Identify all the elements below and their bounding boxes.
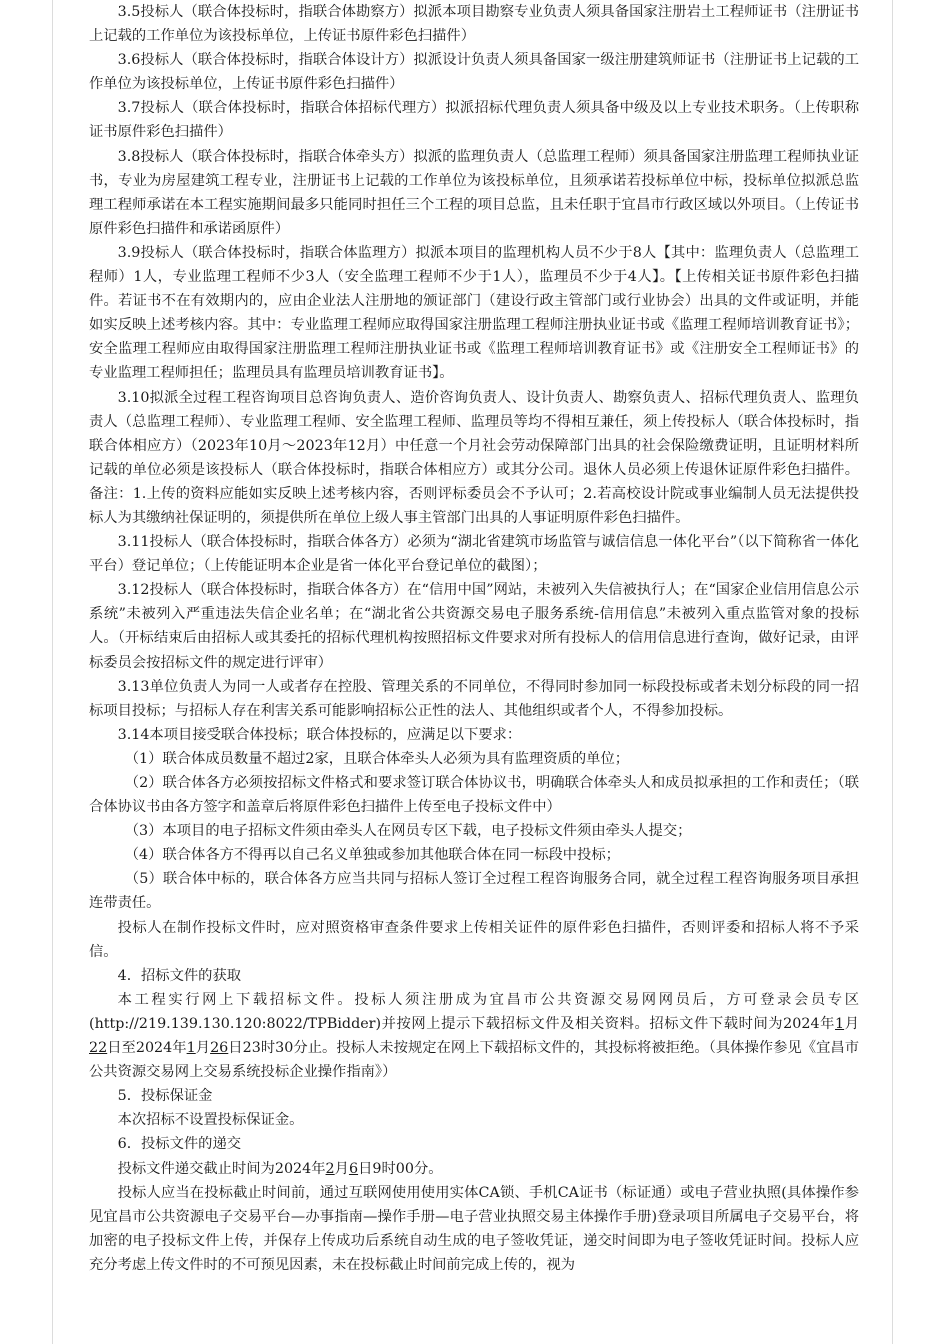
section-5-heading: 5．投标保证金 [117, 1088, 213, 1105]
page-right-border [892, 0, 893, 1344]
section-4-body [89, 988, 859, 1084]
clause-3-9: 3.9投标人（联合体投标时，指联合体监理方）拟派本项目的监理机构人员不少于8人【其中：监理负责人（总监理工程师）1人，专业监理工程师不少3人（安全监理工程师不少于1人），监理员不少于4人】。【上传相关证书原件彩色扫描件。若证书不在有效期内的，应由企业法人注册地的颁证部门（建设行政主管部门或行业协会）出具的文件或证明，并能如实反映上述考核内容。其中：专业监理工程师应取得国家注册监理工程师注册执业证书或《监理工程师培训教育证书》；安全监理工程师应由取得国家注册监理工程师注册执业证书或《监理工程师培训教育证书》或《注册安全工程师证书》的专业监理工程师担任；监理员具有监理员培训教育证书】。 [89, 244, 859, 382]
download-end-month: 1 [186, 1040, 196, 1057]
section-4-text-e: 日23时30分止。投标人未按规定在网上下载招标文件的，其投标将被拒绝。（具体操作参见《宜昌市公共资源交易网上交易系统投标企业操作指南》） [89, 1040, 860, 1081]
page-left-border [52, 0, 53, 1344]
section-6-text-b: 月 [334, 1160, 349, 1177]
clause-3-8: 3.8投标人（联合体投标时，指联合体牵头方）拟派的监理负责人（总监理工程师）须具备国家注册监理工程师执业证书，专业为房屋建筑工程专业，注册证书上记载的工作单位为该投标单位，且须承诺若投标单位中标，投标单位拟派总监理工程师承诺在本工程实施期间最多只能同时担任三个工程的项目总监，且未任职于宜昌市行政区域以外项目。（上传证书原件彩色扫描件和承诺函原件） [89, 148, 859, 237]
clause-3-14: 3.14本项目接受联合体投标；联合体投标的，应满足以下要求： [117, 726, 522, 743]
section-4-text-d: 月 [195, 1040, 211, 1057]
consortium-item-1: （1）联合体成员数量不超过2家，且联合体牵头人必须为具有监理资质的单位； [124, 750, 630, 767]
section-6-text-c: 日9时00分。 [358, 1160, 443, 1177]
document-body [89, 0, 859, 1277]
deadline-day: 6 [348, 1160, 359, 1177]
download-start-day: 22 [89, 1040, 108, 1057]
section-4-text-c: 日至2024年 [107, 1040, 187, 1057]
download-start-month: 1 [835, 1015, 845, 1032]
clause-3-11: 3.11投标人（联合体投标时，指联合体各方）必须为“湖北省建筑市场监管与诚信信息一体化平台”（以下简称省一体化平台）登记单位；（上传能证明本企业是省一体化平台登记单位的截图）； [89, 534, 859, 575]
qualification-note: 投标人在制作投标文件时，应对照资格审查条件要求上传相关证件的原件彩色扫描件，否则评委和招标人将不予采信。 [89, 919, 859, 960]
download-end-day: 26 [210, 1040, 229, 1057]
clause-3-12: 3.12投标人（联合体投标时，指联合体各方）在“信用中国”网站，未被列入失信被执行人；在“国家企业信用信息公示系统”未被列入严重违法失信企业名单；在“湖北省公共资源交易电子服务系统-信用信息”未被列入重点监管对象的投标人。（开标结束后由招标人或其委托的招标代理机构按照招标文件要求对所有投标人的信用信息进行查询，做好记录，由评标委员会按招标文件的规定进行评审） [89, 582, 859, 671]
section-6-heading: 6．投标文件的递交 [117, 1136, 242, 1153]
consortium-item-5: （5）联合体中标的，联合体各方应当共同与招标人签订全过程工程咨询服务合同，就全过程工程咨询服务项目承担连带责任。 [89, 871, 859, 912]
section-4-text-b: 月 [844, 1015, 859, 1032]
clause-3-7: 3.7投标人（联合体投标时，指联合体招标代理方）拟派招标代理负责人须具备中级及以上专业技术职务。（上传职称证书原件彩色扫描件） [89, 100, 859, 141]
consortium-item-2: （2）联合体各方必须按招标文件格式和要求签订联合体协议书，明确联合体牵头人和成员拟承担的工作和责任；（联合体协议书由各方签字和盖章后将原件彩色扫描件上传至电子投标文件中） [89, 775, 859, 816]
clause-3-6: 3.6投标人（联合体投标时，指联合体设计方）拟派设计负责人须具备国家一级注册建筑师证书（注册证书上记载的工作单位为该投标单位，上传证书原件彩色扫描件） [89, 52, 859, 93]
clause-3-10: 3.10拟派全过程工程咨询项目总咨询负责人、造价咨询负责人、设计负责人、勘察负责人、招标代理负责人、监理负责人（总监理工程师）、专业监理工程师、安全监理工程师、监理员等均不得相互兼任，须上传投标人（联合体投标时，指联合体相应方）（2023年10月～2023年12月）中任意一个月社会劳动保障部门出具的社会保险缴费证明，且证明材料所记载的单位必须是该投标人（联合体投标时，指联合体相应方）或其分公司。退休人员必须上传退休证原件彩色扫描件。备注：1.上传的资料应能如实反映上述考核内容，否则评标委员会不予认可；2.若高校设计院或事业编制人员无法提供投标人为其缴纳社保证明的，须提供所在单位上级人事主管部门出具的人事证明原件彩色扫描件。 [89, 389, 859, 526]
consortium-item-3: （3）本项目的电子招标文件须由牵头人在网员专区下载，电子投标文件须由牵头人提交； [124, 823, 692, 840]
deadline-month: 2 [325, 1160, 335, 1177]
section-6-deadline [89, 1157, 859, 1181]
consortium-item-4: （4）联合体各方不得再以自己名义单独或参加其他联合体在同一标段中投标； [124, 847, 620, 864]
section-6-body: 投标人应当在投标截止时间前，通过互联网使用使用实体CA锁、手机CA证书（标证通）或电子营业执照(具体操作参见宜昌市公共资源电子交易平台—办事指南—操作手册—电子营业执照交易主体操作手册)登录项目所属电子交易平台，将加密的电子投标文件上传，并保存上传成功后系统自动生成的电子签收凭证，递交时间即为电子签收凭证时间。投标人应充分考虑上传文件时的不可预见因素，未在投标截止时间前完成上传的，视为 [89, 1184, 859, 1273]
section-4-text-a: 本工程实行网上下载招标文件。投标人须注册成为宜昌市公共资源交易网网员后，方可登录会员专区(http://219.139.130.120:8022/TPBidder)并按网上提示下载招标文件及相关资料。招标文件下载时间为2024年 [89, 991, 859, 1032]
section-6-text-a: 投标文件递交截止时间为2024年 [117, 1160, 326, 1177]
section-5-body: 本次招标不设置投标保证金。 [117, 1112, 304, 1129]
clause-3-13: 3.13单位负责人为同一人或者存在控股、管理关系的不同单位，不得同时参加同一标段投标或者未划分标段的同一招标项目投标；与招标人存在利害关系可能影响招标公正性的法人、其他组织或者个人，不得参加投标。 [89, 678, 859, 719]
clause-3-5: 3.5投标人（联合体投标时，指联合体勘察方）拟派本项目勘察专业负责人须具备国家注册岩土工程师证书（注册证书上记载的工作单位为该投标单位，上传证书原件彩色扫描件） [89, 4, 859, 45]
section-4-heading: 4．招标文件的获取 [117, 967, 242, 984]
